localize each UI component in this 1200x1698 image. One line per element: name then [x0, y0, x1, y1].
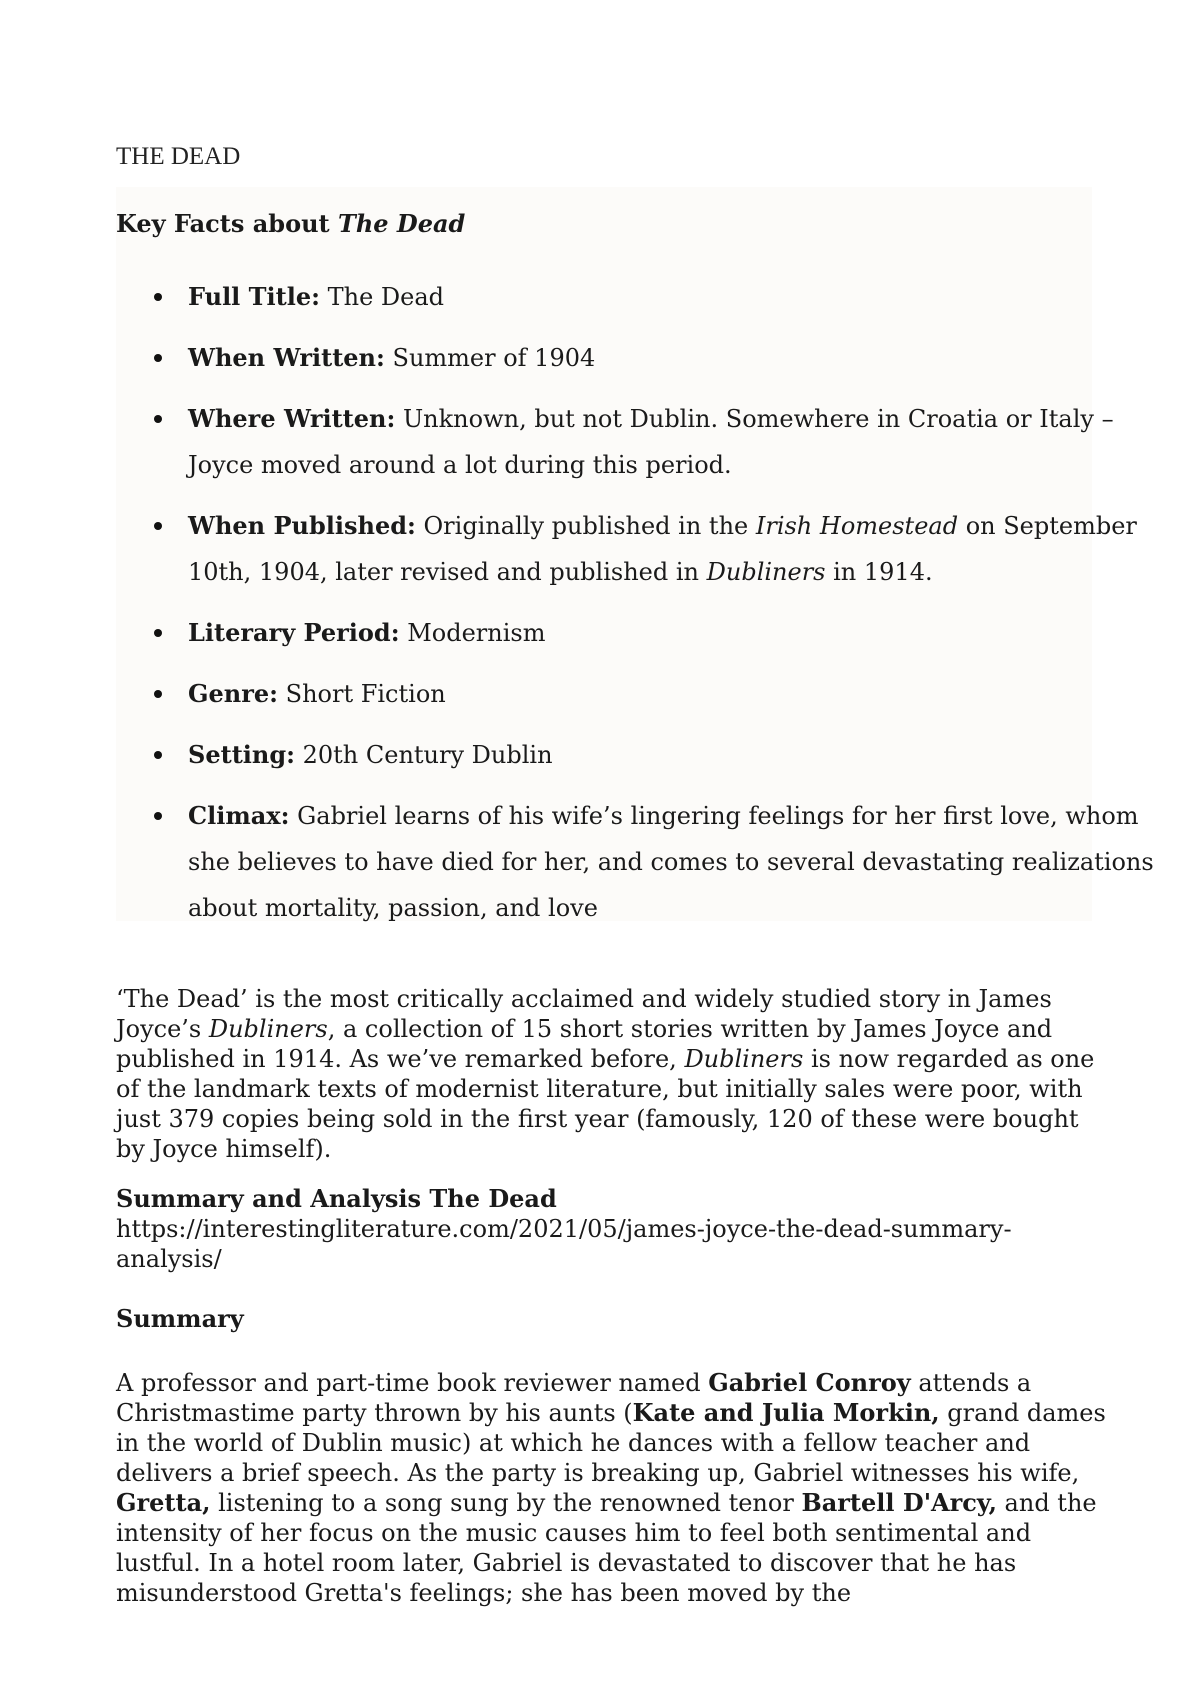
- list-item: [188, 396, 1178, 488]
- summary-name: Kate and Julia Morkin,: [632, 1398, 940, 1427]
- summary-name: Bartell D'Arcy,: [801, 1488, 997, 1517]
- list-item: [188, 732, 1178, 778]
- intro-text: is now regarded as one of the landmark texts of modernist literature, but initially sales were poor, with just 379 copies being sold in the first year (famously, 120 of these were bought by Joyce himself).: [116, 1045, 1095, 1163]
- fact-text: Gabriel learns of his wife’s lingering feelings for her first love, whom she believes to have died for her, and comes to several devastating realizations about mortality, passion, and love: [188, 802, 1154, 922]
- summary-name: Gretta,: [116, 1488, 211, 1517]
- list-item: [188, 671, 1178, 717]
- list-item: [188, 335, 1178, 381]
- key-facts-heading-prefix: Key Facts about: [116, 209, 338, 238]
- summary-text: and the intensity of her focus on the music causes him to feel both sentimental and lustful. In a hotel room later, Gabriel is devastated to discover that he has misunderstood Gretta's feelings; she has been moved by the: [116, 1489, 1097, 1607]
- summary-text: A professor and part-time book reviewer named: [116, 1369, 709, 1397]
- document-title: THE DEAD: [116, 143, 241, 170]
- fact-label: Setting:: [188, 740, 295, 769]
- summary-paragraph: [116, 1368, 1106, 1608]
- fact-emphasis: Irish Homestead: [755, 512, 959, 540]
- fact-text: 20th Century Dublin: [294, 741, 553, 769]
- fact-text: on September 10th, 1904, later revised and published in: [188, 512, 1137, 586]
- summary-heading: Summary: [116, 1304, 244, 1333]
- fact-text: in 1914.: [825, 558, 933, 586]
- fact-label: When Published:: [188, 511, 416, 540]
- fact-emphasis: Dubliners: [706, 558, 826, 586]
- fact-label: Full Title:: [188, 282, 320, 311]
- summary-text: grand dames in the world of Dublin music) at which he dances with a fellow teacher and delivers a brief speech. As the party is breaking up, Gabriel witnesses his wife,: [116, 1399, 1106, 1487]
- list-item: [188, 274, 1178, 320]
- key-facts-list: [116, 274, 1178, 946]
- fact-text: Modernism: [399, 619, 546, 647]
- source-url[interactable]: https://interestingliterature.com/2021/05/james-joyce-the-dead-summary-analysis/: [116, 1215, 1012, 1273]
- intro-text: ‘The Dead’ is the most critically acclaimed and widely studied story in James Joyce’s: [116, 985, 1052, 1043]
- intro-emphasis: Dubliners: [208, 1015, 328, 1043]
- fact-label: Literary Period:: [188, 618, 400, 647]
- list-item: [188, 503, 1178, 595]
- intro-text: , a collection of 15 short stories written by James Joyce and published in 1914. As we’ve remarked before,: [116, 1015, 1053, 1073]
- fact-text: Unknown, but not Dublin. Somewhere in Croatia or Italy – Joyce moved around a lot during this period.: [188, 405, 1114, 479]
- fact-label: When Written:: [188, 343, 385, 372]
- fact-text: The Dead: [319, 283, 445, 311]
- summary-text: attends a Christmastime party thrown by his aunts (: [116, 1369, 1032, 1427]
- fact-text: Originally published in the: [415, 512, 756, 540]
- key-facts-heading: [116, 209, 465, 239]
- list-item: [188, 610, 1178, 656]
- fact-text: Short Fiction: [278, 680, 446, 708]
- summary-name: Gabriel Conroy: [708, 1368, 911, 1397]
- source-heading: Summary and Analysis The Dead: [116, 1184, 557, 1213]
- fact-label: Genre:: [188, 679, 278, 708]
- fact-label: Where Written:: [188, 404, 396, 433]
- fact-text: Summer of 1904: [384, 344, 596, 372]
- intro-paragraph: [116, 984, 1106, 1164]
- list-item: [188, 793, 1178, 931]
- source-block: [116, 1184, 1106, 1274]
- summary-text: listening to a song sung by the renowned tenor: [210, 1489, 802, 1517]
- intro-emphasis: Dubliners: [684, 1045, 804, 1073]
- key-facts-heading-title: The Dead: [337, 209, 466, 238]
- fact-label: Climax:: [188, 801, 290, 830]
